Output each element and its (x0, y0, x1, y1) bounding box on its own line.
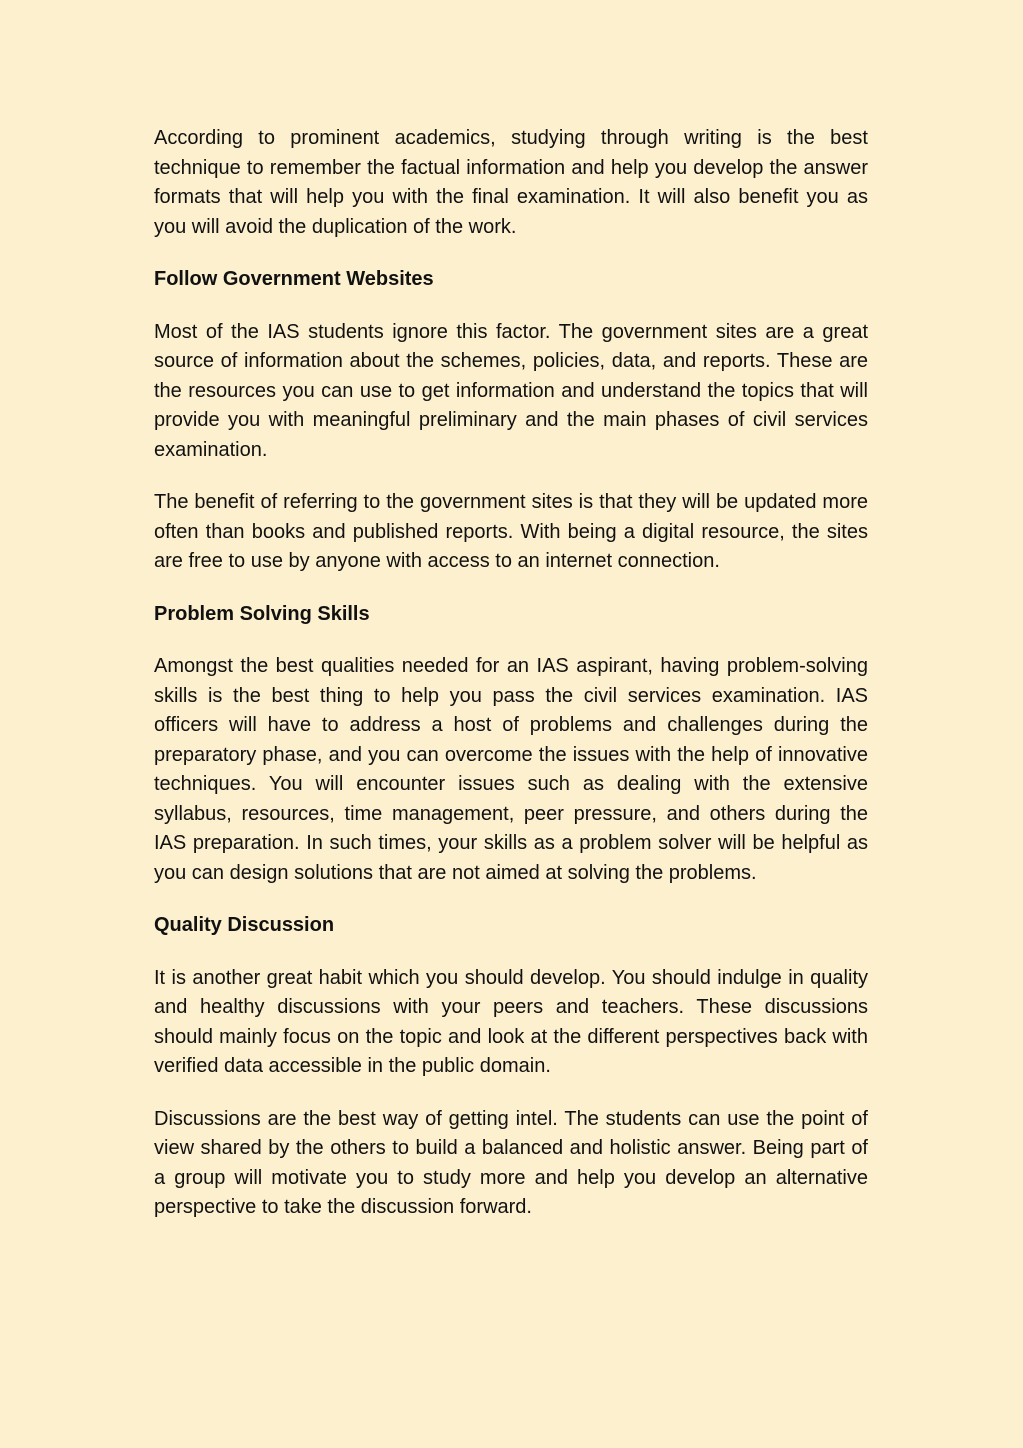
heading-problem-solving-skills: Problem Solving Skills (154, 602, 370, 625)
heading-follow-government-websites: Follow Government Websites (154, 268, 434, 290)
paragraph-government-sites-benefit: The benefit of referring to the government sites is that they will be updated more often than books and published reports. With being a digital resource, the sites are free to use by anyone with access to an internet connection. (154, 491, 868, 572)
paragraph-government-sites-source: Most of the IAS students ignore this factor. The government sites are a great source of information about the schemes, policies, data, and reports. These are the resources you can use to get information and understand the topics that will provide you with meaningful preliminary and the main phases of civil services examination. (154, 320, 868, 461)
paragraph-writing-technique: According to prominent academics, studying through writing is the best technique to remember the factual information and help you develop the answer formats that will help you with the final examination. It will also benefit you as you will avoid the duplication of the work. (154, 127, 868, 238)
heading-quality-discussion: Quality Discussion (154, 914, 335, 936)
document-page (154, 124, 868, 1246)
paragraph-quality-discussion: It is another great habit which you should develop. You should indulge in quality and healthy discussions with your peers and teachers. These discussions should mainly focus on the topic and look at the different perspectives back with verified data accessible in the public domain. (154, 966, 868, 1077)
paragraph-discussions-benefit: Discussions are the best way of getting intel. The students can use the point of view shared by the others to build a balanced and holistic answer. Being part of a group will motivate you to study more and help you develop an alternative perspective to take the discussion forward. (154, 1107, 868, 1218)
paragraph-problem-solving: Amongst the best qualities needed for an IAS aspirant, having problem-solving skills is the best thing to help you pass the civil services examination. IAS officers will have to address a host of problems and challenges during the preparatory phase, and you can overcome the issues with the help of innovative techniques. You will encounter issues such as dealing with the extensive syllabus, resources, time management, peer pressure, and others during the IAS preparation. In such times, your skills as a problem solver will be helpful as you can design solutions that are not aimed at solving the problems. (154, 655, 868, 884)
